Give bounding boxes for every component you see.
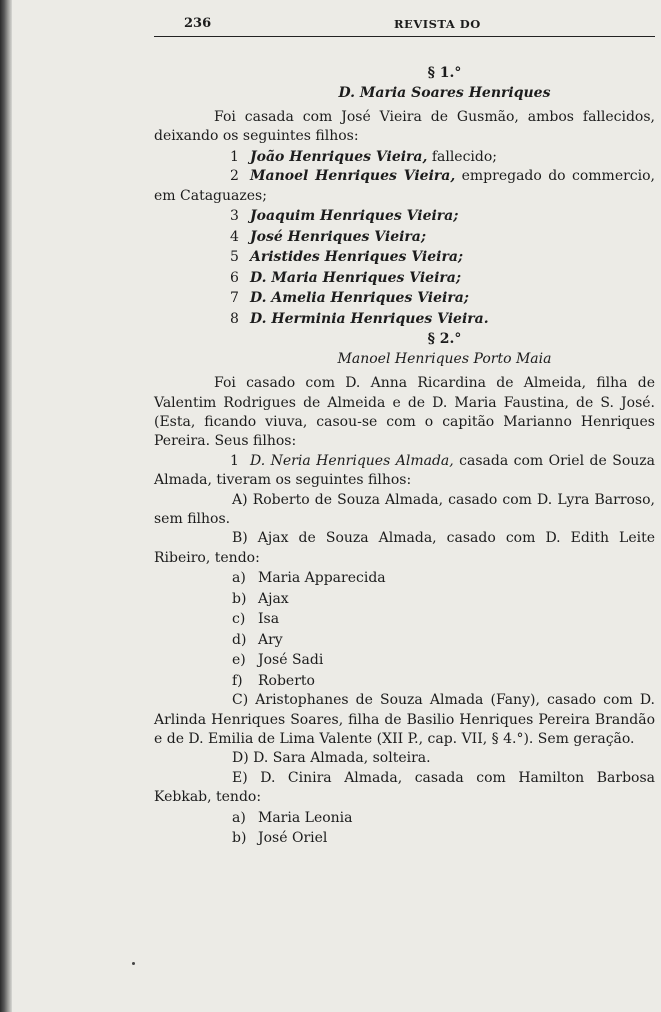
page-binding-edge xyxy=(0,0,12,1012)
list-item: b) Ajax xyxy=(232,590,289,607)
list-item: a) Maria Leonia xyxy=(232,809,353,826)
list-item: 2 Manoel Henriques Vieira, empregado do commercio, em Cataguazes; xyxy=(154,168,656,204)
list-item: 5 Aristides Henriques Vieira; xyxy=(230,249,464,266)
running-title: REVISTA DO xyxy=(394,17,481,31)
branch-e: E) D. Cinira Almada, casada com Hamilton Barbosa Kebkab, tendo: xyxy=(154,769,655,806)
list-item: e) José Sadi xyxy=(232,652,324,669)
branch-d: D) D. Sara Almada, solteira. xyxy=(232,750,431,767)
branch-a: A) Roberto de Souza Almada, casado com D. Lyra Barroso, sem filhos. xyxy=(154,491,655,527)
list-item: f) Roberto xyxy=(232,672,315,689)
section-2-mark: § 2.° xyxy=(427,331,462,348)
list-item: 1 D. Neria Henriques Almada, casada com Oriel de Souza Almada, tiveram os seguintes filhos: xyxy=(154,452,655,489)
book-page xyxy=(154,10,655,849)
page-number: 236 xyxy=(184,16,212,31)
branch-b: B) Ajax de Souza Almada, casado com D. Edith Leite Ribeiro, tendo: xyxy=(154,530,655,566)
branch-c: C) Aristophanes de Souza Almada (Fany), casado com D. Arlinda Henriques Soares, filha de Basilio Henriques Pereira Brandão e de D. Emilia de Lima Valente (XII P., cap. VII, § 4.°). Sem geração. xyxy=(154,692,655,747)
section-1-intro: Foi casada com José Vieira de Gusmão, ambos fallecidos, deixando os seguintes filhos: xyxy=(154,109,655,145)
list-item: 8 D. Herminia Henriques Vieira. xyxy=(230,310,489,327)
list-item: a) Maria Apparecida xyxy=(232,570,386,587)
section-2-name: Manoel Henriques Porto Maia xyxy=(337,351,552,368)
list-item: 1 João Henriques Vieira, fallecido; xyxy=(230,148,498,165)
list-item: 7 D. Amelia Henriques Vieira; xyxy=(230,290,469,307)
list-item: 6 D. Maria Henriques Vieira; xyxy=(230,269,462,286)
list-item: 4 José Henriques Vieira; xyxy=(230,228,427,245)
section-1-name: D. Maria Soares Henriques xyxy=(338,85,551,101)
section-1-mark: § 1.° xyxy=(427,65,462,81)
list-item: c) Isa xyxy=(232,611,280,628)
list-item: d) Ary xyxy=(232,631,283,648)
list-item: b) José Oriel xyxy=(232,830,328,847)
speck xyxy=(132,962,135,965)
section-2-intro: Foi casado com D. Anna Ricardina de Almeida, filha de Valentim Rodrigues de Almeida e de D. Maria Faustina, de S. José. (Esta, ficando viuva, casou-se com o capitão Marianno Henriques Pereira. Seus filhos: xyxy=(154,375,655,450)
page-header xyxy=(154,10,655,37)
list-item: 3 Joaquim Henriques Vieira; xyxy=(230,208,459,225)
